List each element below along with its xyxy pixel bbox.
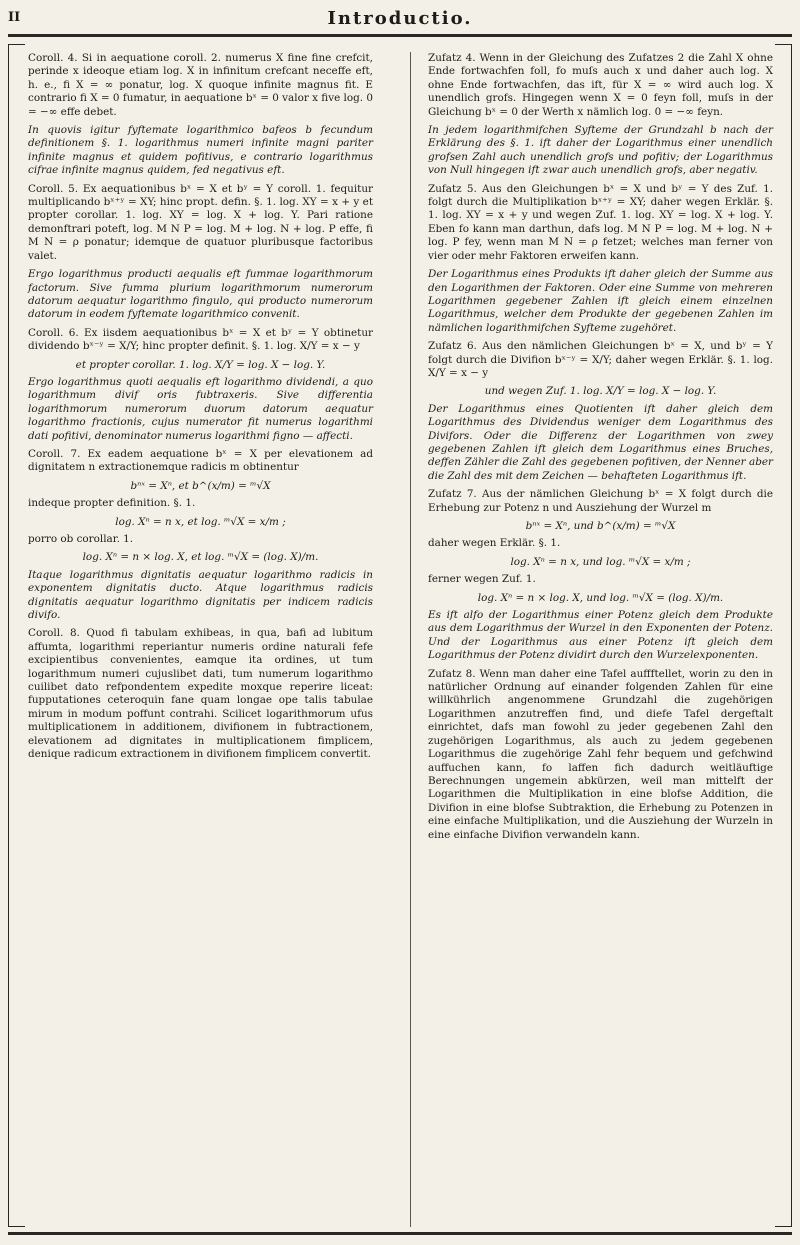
zusatz-5-thesis: Der Logarithmus eines Produkts ift daher gleich der Summe aus den Logarithmen der Faktoren. Oder eine Summe von mehreren Logarithmen gegebener Zahlen ift gleich einem einzelnen Logarithmus, welcher dem Produkte der gegebenen Zahlen im nämlichen logarithmifchen Syfteme zugehöret. bbox=[428, 268, 773, 334]
coroll-5: Coroll. 5. Ex aequationibus bˣ = X et bʸ = Y coroll. 1. fequitur multiplicando bˣ⁺ʸ = XY; hinc propt. defin. §. 1. log. XY = x + y et propter corollar. 1. log. XY = log. X + log. Y. Pari ratione demonftrari poteft, log. M N P = log. M + log. N + log. P effe, fi M N = ρ ponatur; idemque de quatuor pluribusque factoribus valet. bbox=[28, 182, 373, 262]
coroll-7-equation-2: log. Xⁿ = n x, et log. ᵐ√X = x/m ; bbox=[115, 515, 286, 528]
coroll-7: Coroll. 7. Ex eadem aequatione bˣ = X per elevationem ad dignitatem n extractionemque radicis m obtinentur bbox=[28, 447, 373, 474]
zusatz-6-equation: und wegen Zuf. 1. log. X/Y = log. X − log. Y. bbox=[484, 385, 717, 398]
bottom-rule bbox=[8, 1232, 792, 1235]
coroll-8: Coroll. 8. Quod fi tabulam exhibeas, in qua, bafi ad lubitum affumta, logarithmi reperiantur numeris ordine naturali fefe excipientibus convenientes, eamque ita ordines, ut tum logarithmum numeri cujuslibet dati, tum numerum logarithmo cuilibet dato refpondentem expedite moxque reperire liceat: fupputationes ceteroquin fane quam longae ope talis tabulae mirum in modum poffunt contrahi. Scilicet logarithmorum ufus multiplicationem in additionem, divifionem in fubtractionem, elevationem ad dignitates in multiplicationem fimplicem, denique radicum extractionem in divifionem fimplicem convertit. bbox=[28, 627, 373, 761]
zusatz-6-thesis: Der Logarithmus eines Quotienten ift daher gleich dem Logarithmus des Dividendus weniger dem Logarithmus des Divifors. Oder die Differenz der Logarithmen von zwey gegebenen Zahlen ift gleich dem Logarithmus eines Bruches, deffen Zähler die Zahl des gegebenen pofitiven, der Nenner aber die Zahl des mit dem Zeichen — behafteten Logarithmus ift. bbox=[428, 402, 773, 482]
right-border-frame bbox=[775, 44, 792, 1227]
coroll-6: Coroll. 6. Ex iisdem aequationibus bˣ = X et bʸ = Y obtinetur dividendo bˣ⁻ʸ = X/Y; hinc propter definit. §. 1. log. X/Y = x − y bbox=[28, 326, 373, 353]
page-number: II bbox=[8, 10, 21, 25]
coroll-6-equation: et propter corollar. 1. log. X/Y = log. X − log. Y. bbox=[75, 358, 326, 371]
coroll-4-thesis: In quovis igitur fyftemate logarithmico bafeos b fecundum definitionem §. 1. logarithmus numeri infinite magni pariter infinite magnus et quidem pofitivus, e contrario logarithmus cifrae infinite magnus quidem, fed negativus eft. bbox=[28, 124, 373, 177]
zusatz-7-equation-3: log. Xⁿ = n × log. X, und log. ᵐ√X = (log. X)/m. bbox=[477, 591, 724, 604]
zusatz-4-thesis: In jedem logarithmifchen Syfteme der Grundzahl b nach der Erklärung des §. 1. ift daher der Logarithmus einer unendlich grofsen Zahl auch unendlich grofs und pofitiv; der Logarithmus von Null hingegen ift zwar auch unendlich grofs, aber negativ. bbox=[428, 124, 773, 177]
left-border-frame bbox=[8, 44, 25, 1227]
zusatz-5: Zufatz 5. Aus den Gleichungen bˣ = X und bʸ = Y des Zuf. 1. folgt durch die Multiplikation bˣ⁺ʸ = XY; daher wegen Erklär. §. 1. log. XY = x + y und wegen Zuf. 1. log. XY = log. X + log. Y. Eben fo kann man darthun, dafs log. M N P = log. M + log. N + log. P fey, wenn man M N = ρ fetzet; welches man ferner von vier oder mehr Faktoren erweifen kann. bbox=[428, 182, 773, 262]
coroll-7-equation-1: bⁿˣ = Xⁿ, et b^(x/m) = ᵐ√X bbox=[130, 479, 271, 492]
coroll-5-thesis: Ergo logarithmus producti aequalis eft fummae logarithmorum factorum. Sive fumma plurium logarithmorum numerorum datorum aequatur logarithmo fingulo, qui producto numerorum datorum in eodem fyftemate logarithmico convenit. bbox=[28, 268, 373, 321]
coroll-7-thesis: Itaque logarithmus dignitatis aequatur logarithmo radicis in exponentem dignitatis ducto. Atque logarithmus radicis dignitatis aequatur logarithmo dignitatis per indicem radicis divifo. bbox=[28, 568, 373, 622]
latin-column bbox=[28, 52, 373, 767]
zusatz-8: Zufatz 8. Wenn man daher eine Tafel auffftellet, worin zu den in natürlicher Ordnung auf einander folgenden Zahlen für eine willkührlich angenommene Grundzahl die zugehörigen Logarithmen anzutreffen find, und diefe Tafel dergeftalt einrichtet, dafs man fowohl zu jeder gegebenen Zahl den zugehörigen Logarithmus, als auch zu jedem gegebenen Logarithmus die zugehörige Zahl fehr bequem und gefchwind auffuchen kann, fo laffen fich dadurch weitläuftige Berechnungen ungemein abkürzen, weil man mittelft der Logarithmen die Multiplikation in eine blofse Addition, die Divifion in eine blofse Subtraktion, die Erhebung zu Potenzen in eine einfache Multiplikation, und die Ausziehung der Wurzeln in eine einfache Divifion verwandeln kann. bbox=[428, 667, 773, 841]
page-header bbox=[0, 0, 800, 36]
coroll-4: Coroll. 4. Si in aequatione coroll. 2. numerus X fine fine crefcit, perinde x ideoque etiam log. X in infinitum crefcant neceffe eft, h. e., fi X = ∞ ponatur, log. X quoque infinite magnus fit. E contrario fi X = 0 fumatur, in aequatione bˣ = 0 valor x five log. 0 = −∞ effe debet. bbox=[28, 52, 373, 118]
coroll-7-text-2: porro ob corollar. 1. bbox=[28, 533, 134, 545]
zusatz-7-equation-2: log. Xⁿ = n x, und log. ᵐ√X = x/m ; bbox=[510, 555, 691, 568]
zusatz-7-thesis: Es ift alfo der Logarithmus einer Potenz gleich dem Produkte aus dem Logarithmus der Wurzel in den Exponenten der Potenz. Und der Logarithmus aus einer Potenz ift gleich dem Logarithmus der Potenz dividirt durch den Wurzelexponenten. bbox=[428, 609, 773, 662]
coroll-7-text: indeque propter definition. §. 1. bbox=[28, 497, 196, 510]
column-divider bbox=[410, 52, 411, 1227]
zusatz-7: Zufatz 7. Aus der nämlichen Gleichung bˣ = X folgt durch die Erhebung zur Potenz n und Ausziehung der Wurzel m bbox=[428, 488, 773, 514]
coroll-6-thesis: Ergo logarithmus quoti aequalis eft logarithmo dividendi, a quo logarithmum divif oris fubtraxeris. Sive differentia logarithmorum numerorum duorum datorum aequatur logarithmo fractionis, cujus numerator fit numerus logarithmi dati pofitivi, denominator numerus logarithmi figno — affecti. bbox=[28, 375, 373, 442]
running-title: Introductio. bbox=[327, 8, 473, 29]
zusatz-7-text-2: ferner wegen Zuf. 1. bbox=[428, 573, 536, 586]
zusatz-7-text: daher wegen Erklär. §. 1. bbox=[428, 537, 561, 550]
zusatz-7-equation-1: bⁿˣ = Xⁿ, und b^(x/m) = ᵐ√X bbox=[525, 520, 676, 532]
coroll-7-equation-3: log. Xⁿ = n × log. X, et log. ᵐ√X = (log. X)/m. bbox=[82, 551, 319, 564]
top-rule bbox=[8, 34, 792, 37]
german-column bbox=[428, 52, 773, 847]
zusatz-4: Zufatz 4. Wenn in der Gleichung des Zufatzes 2 die Zahl X ohne Ende fortwachfen foll, fo muſs auch x und daher auch log. X ohne Ende fortwachfen, das ift, für X = ∞ wird auch log. X unendlich grofs. Hingegen wenn X = 0 feyn foll, muſs in der Gleichung bˣ = 0 der Werth x nämlich log. 0 = −∞ feyn. bbox=[428, 52, 773, 118]
zusatz-6: Zufatz 6. Aus den nämlichen Gleichungen bˣ = X, und bʸ = Y folgt durch die Divifion bˣ⁻ʸ = X/Y; daher wegen Erklär. §. 1. log. X/Y = x − y bbox=[428, 340, 773, 379]
